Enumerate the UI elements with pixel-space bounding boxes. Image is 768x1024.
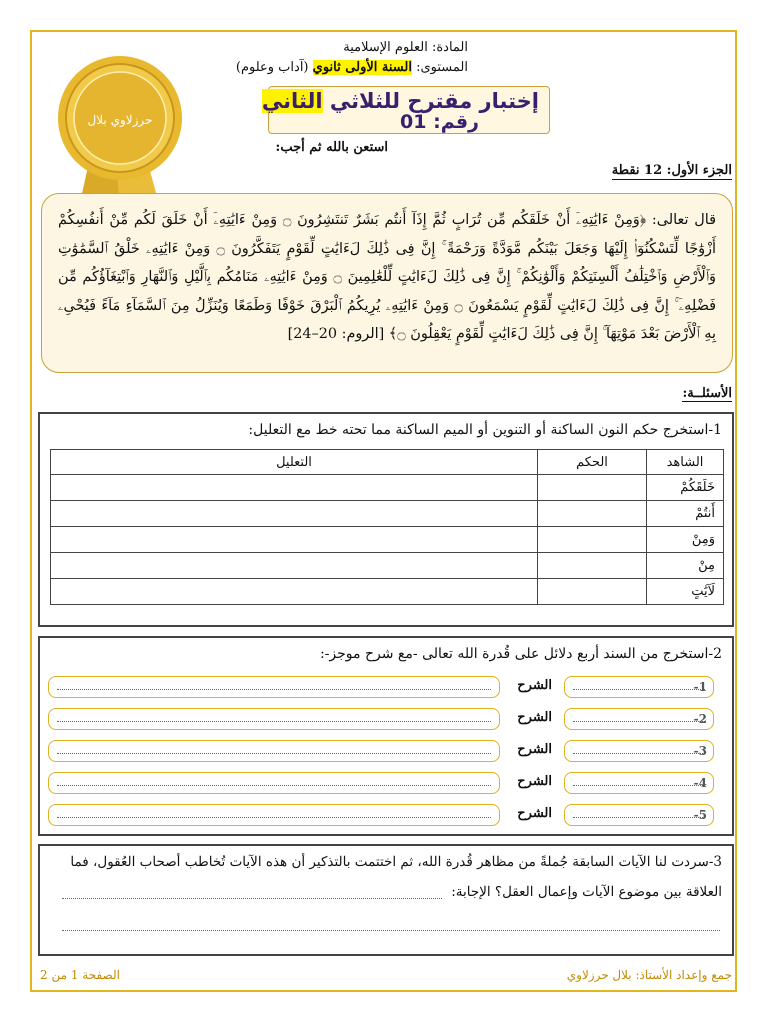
explain-label: الشرح [517,678,552,693]
subject-label: المادة: [431,40,468,55]
header-reason: التعليل [51,450,538,475]
verse-box: قال تعالى: ﴿وَمِنْ ءَايَٰتِهِۦٓ أَنْ خَلَقَكُم مِّن تُرَابٍ ثُمَّ إِذَآ أَنتُم بَشَرٌ تَنتَشِرُونَ ۝ وَمِنْ ءَايَٰتِهِۦٓ أَنْ خَلَقَ لَكُم مِّنْ أَنفُسِكُمْ أَزْوَٰجًا لِّتَسْكُنُوٓا۟ إِلَيْهَا وَجَعَلَ بَيْنَكُم مَّوَدَّةً وَرَحْمَةً ۚ إِنَّ فِى ذَٰلِكَ لَءَايَٰتٍ لِّقَوْمٍ يَتَفَكَّرُونَ ۝ وَمِنْ ءَايَٰتِهِۦ خَلْقُ ٱلسَّمَٰوَٰتِ وَٱلْأَرْضِ وَٱخْتِلَٰفُ أَلْسِنَتِكُمْ وَأَلْوَٰنِكُمْ ۚ إِنَّ فِى ذَٰلِكَ لَءَايَٰتٍ لِّلْعَٰلِمِينَ ۝ وَمِنْ ءَايَٰتِهِۦ مَنَامُكُم بِٱلَّيْلِ وَٱلنَّهَارِ وَٱبْتِغَآؤُكُم مِّن فَضْلِهِۦٓ ۚ إِنَّ فِى ذَٰلِكَ لَءَايَٰتٍ لِّقَوْمٍ يَسْمَعُونَ ۝ وَمِنْ ءَايَٰتِهِۦ يُرِيكُمُ ٱلْبَرْقَ خَوْفًا وَطَمَعًا وَيُنَزِّلُ مِنَ ٱلسَّمَآءِ مَآءً فَيُحْىِۦ بِهِ ٱلْأَرْضَ بَعْدَ مَوْتِهَآ ۚ إِنَّ فِى ذَٰلِكَ لَءَايَٰتٍ لِّقَوْمٍ يَعْقِلُونَ ۝﴾ [الروم: 20–24] [41,193,733,373]
ruling-cell[interactable] [538,579,647,605]
answer-row-4 [40,772,732,796]
explain-field[interactable] [48,772,500,794]
part1-heading [612,163,732,180]
witness-cell: لَآيَٰتٍ [647,579,724,605]
explain-label: الشرح [517,774,552,789]
answer-line[interactable] [62,930,720,931]
witness-cell: خَلَقَكُمْ [647,475,724,501]
question2-text: 2-استخرج من السند أربع دلائل على قُدرة الله تعالى -مع شرح موجز-: [319,646,722,662]
invocation-text: استعن بالله ثم أجب: [275,140,388,155]
questions-heading: الأسئلــة: [682,386,732,401]
answer-line[interactable] [62,898,442,899]
ruling-cell[interactable] [538,475,647,501]
part1-label: الجزء الأول: [666,163,732,178]
reason-cell[interactable] [51,475,538,501]
witness-cell: وَمِنْ [647,527,724,553]
table-row [51,501,724,527]
explain-field[interactable] [48,676,500,698]
evidence-field[interactable]: -4 [564,772,714,794]
evidence-field[interactable]: -3 [564,740,714,762]
explain-label: الشرح [517,710,552,725]
header-ruling: الحكم [538,450,647,475]
footer-page: الصفحة 1 من 2 [40,968,120,982]
subject-value: العلوم الإسلامية [343,40,428,55]
ruling-cell[interactable] [538,553,647,579]
witness-cell: مِنْ [647,553,724,579]
answer-row-1 [40,676,732,700]
level-label: المستوى: [416,60,468,75]
exam-title [262,89,539,113]
exam-title-box [261,86,550,134]
exam-number-value: 01 [400,111,427,133]
evidence-field[interactable]: -1 [564,676,714,698]
exam-number [400,111,479,133]
evidence-field[interactable]: -5 [564,804,714,826]
exam-number-label: رقم: [433,111,479,133]
question1-box [38,412,734,627]
question3-line2: العلاقة بين موضوع الآيات وإعمال العقل؟ الإجابة: [451,884,722,900]
question2-box [38,636,734,836]
ruling-cell[interactable] [538,527,647,553]
answer-row-2 [40,708,732,732]
question1-table [50,449,724,605]
part1-points: 12 نقطة [611,163,663,178]
ruling-cell[interactable] [538,501,647,527]
footer-author: جمع وإعداد الأستاذ: بلال حرزلاوي [566,968,732,982]
explain-field[interactable] [48,804,500,826]
table-row [51,579,724,605]
evidence-field[interactable]: -2 [564,708,714,730]
reason-cell[interactable] [51,579,538,605]
explain-label: الشرح [517,806,552,821]
header-witness: الشاهد [647,450,724,475]
reason-cell[interactable] [51,553,538,579]
level-line [236,60,468,75]
subject-line [343,40,468,55]
level-value: السنة الأولى ثانوي [312,60,412,75]
reason-cell[interactable] [51,501,538,527]
question3-line1: 3-سردت لنا الآيات السابقة جُملةً من مظاهر قُدرة الله، ثم اختتمت بالتذكير أن هذه الآيات تُخاطب أصحاب العُقول، فما [70,854,722,870]
answer-row-5 [40,804,732,828]
explain-field[interactable] [48,740,500,762]
stream-value: (آداب وعلوم) [235,60,309,75]
seal-text: حرزلاوي بلال [87,113,153,127]
question1-text: 1-استخرج حكم النون الساكنة أو التنوين أو الميم الساكنة مما تحته خط مع التعليل: [248,422,722,438]
explain-field[interactable] [48,708,500,730]
exam-title-highlight: الثاني [261,89,323,113]
witness-cell: أَنتُمْ [647,501,724,527]
table-row [51,475,724,501]
question3-box [38,844,734,956]
answer-row-3 [40,740,732,764]
reason-cell[interactable] [51,527,538,553]
explain-label: الشرح [517,742,552,757]
table-row [51,553,724,579]
exam-title-text: إختبار مقترح للثلاثي [329,89,539,113]
table-header-row [51,450,724,475]
table-row [51,527,724,553]
